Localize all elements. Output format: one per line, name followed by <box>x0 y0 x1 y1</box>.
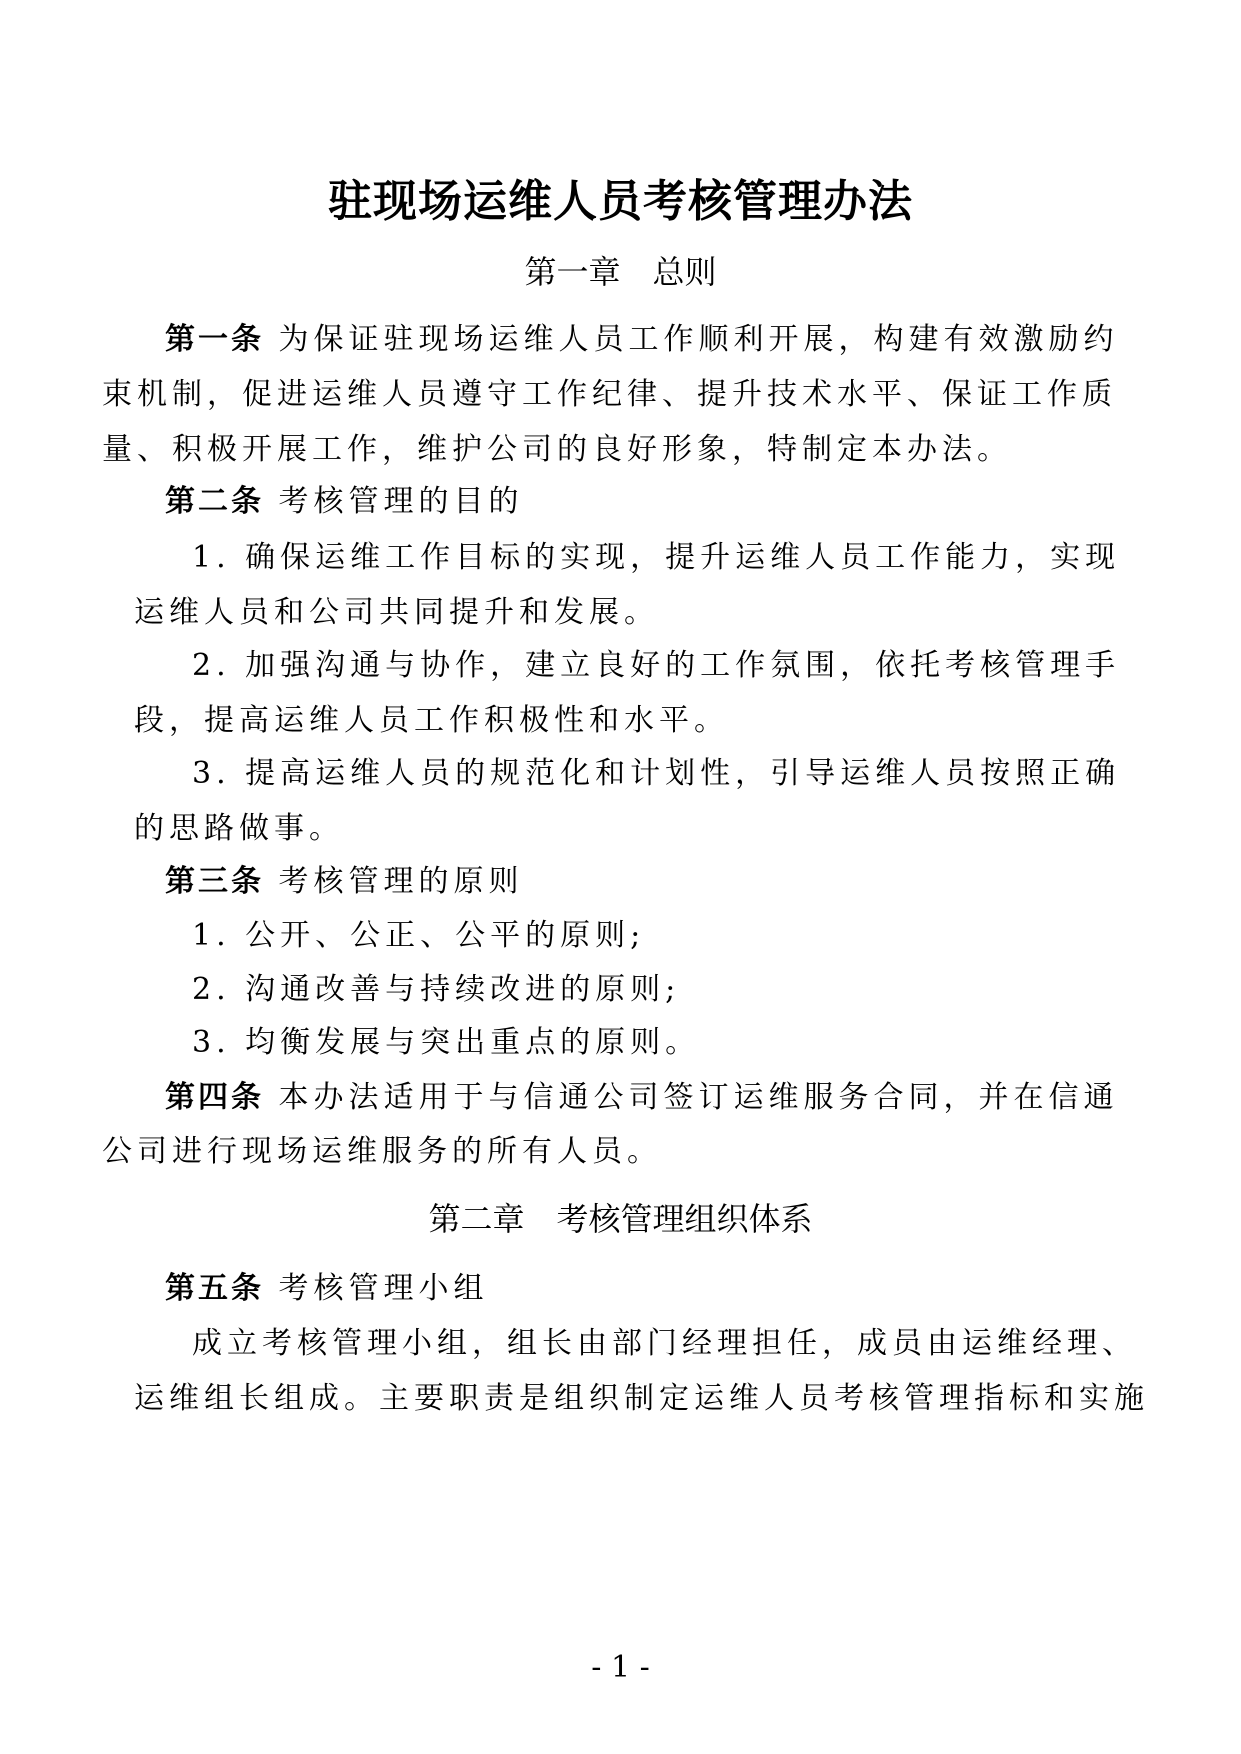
article-2-item-3-line-2: 的思路做事。 <box>134 811 344 846</box>
article-2-heading: 考核管理的目的 <box>278 484 524 519</box>
article-3-item-1: 1. 公开、公正、公平的原则; <box>192 918 646 953</box>
article-3-label: 第三条 <box>165 864 264 899</box>
article-1-line-3: 量、积极开展工作，维护公司的良好形象，特制定本办法。 <box>102 432 1012 467</box>
article-5-line-2: 运维组长组成。主要职责是组织制定运维人员考核管理指标和实施 <box>134 1381 1149 1416</box>
article-4-text-1: 本办法适用于与信通公司签订运维服务合同，并在信通 <box>278 1080 1119 1115</box>
article-2-item-2-line-1: 2. 加强沟通与协作，建立良好的工作氛围，依托考核管理手 <box>192 648 1121 683</box>
article-3-heading: 考核管理的原则 <box>278 864 524 899</box>
article-2-item-3-line-1: 3. 提高运维人员的规范化和计划性，引导运维人员按照正确 <box>192 756 1121 791</box>
article-3-item-2: 2. 沟通改善与持续改进的原则; <box>192 972 681 1007</box>
article-3-heading-line <box>165 856 524 900</box>
document-title: 驻现场运维人员考核管理办法 <box>328 176 913 227</box>
article-5-heading: 考核管理小组 <box>278 1271 489 1306</box>
article-2-item-1-line-1: 1. 确保运维工作目标的实现，提升运维人员工作能力，实现 <box>192 540 1121 575</box>
page-number: - 1 - <box>591 1650 650 1685</box>
article-5-label: 第五条 <box>165 1271 264 1306</box>
article-2-item-1-line-2: 运维人员和公司共同提升和发展。 <box>134 595 659 630</box>
article-4-label: 第四条 <box>165 1080 264 1115</box>
article-1-line-2: 束机制，促进运维人员遵守工作纪律、提升技术水平、保证工作质 <box>102 377 1117 412</box>
article-3-item-3: 3. 均衡发展与突出重点的原则。 <box>192 1025 701 1060</box>
article-4-line-1 <box>165 1072 1119 1116</box>
article-4-line-2: 公司进行现场运维服务的所有人员。 <box>102 1134 662 1169</box>
article-2-heading-line <box>165 476 524 520</box>
article-1-line-1 <box>165 314 1119 358</box>
chapter-heading-2: 第二章 考核管理组织体系 <box>428 1200 813 1238</box>
article-1-label: 第一条 <box>165 322 264 357</box>
article-5-heading-line <box>165 1263 489 1307</box>
article-2-item-2-line-2: 段，提高运维人员工作积极性和水平。 <box>134 703 729 738</box>
chapter-heading-1: 第一章 总则 <box>524 253 717 291</box>
article-2-label: 第二条 <box>165 484 264 519</box>
article-1-text-1: 为保证驻现场运维人员工作顺利开展，构建有效激励约 <box>278 322 1119 357</box>
article-5-line-1: 成立考核管理小组，组长由部门经理担任，成员由运维经理、 <box>192 1326 1137 1361</box>
